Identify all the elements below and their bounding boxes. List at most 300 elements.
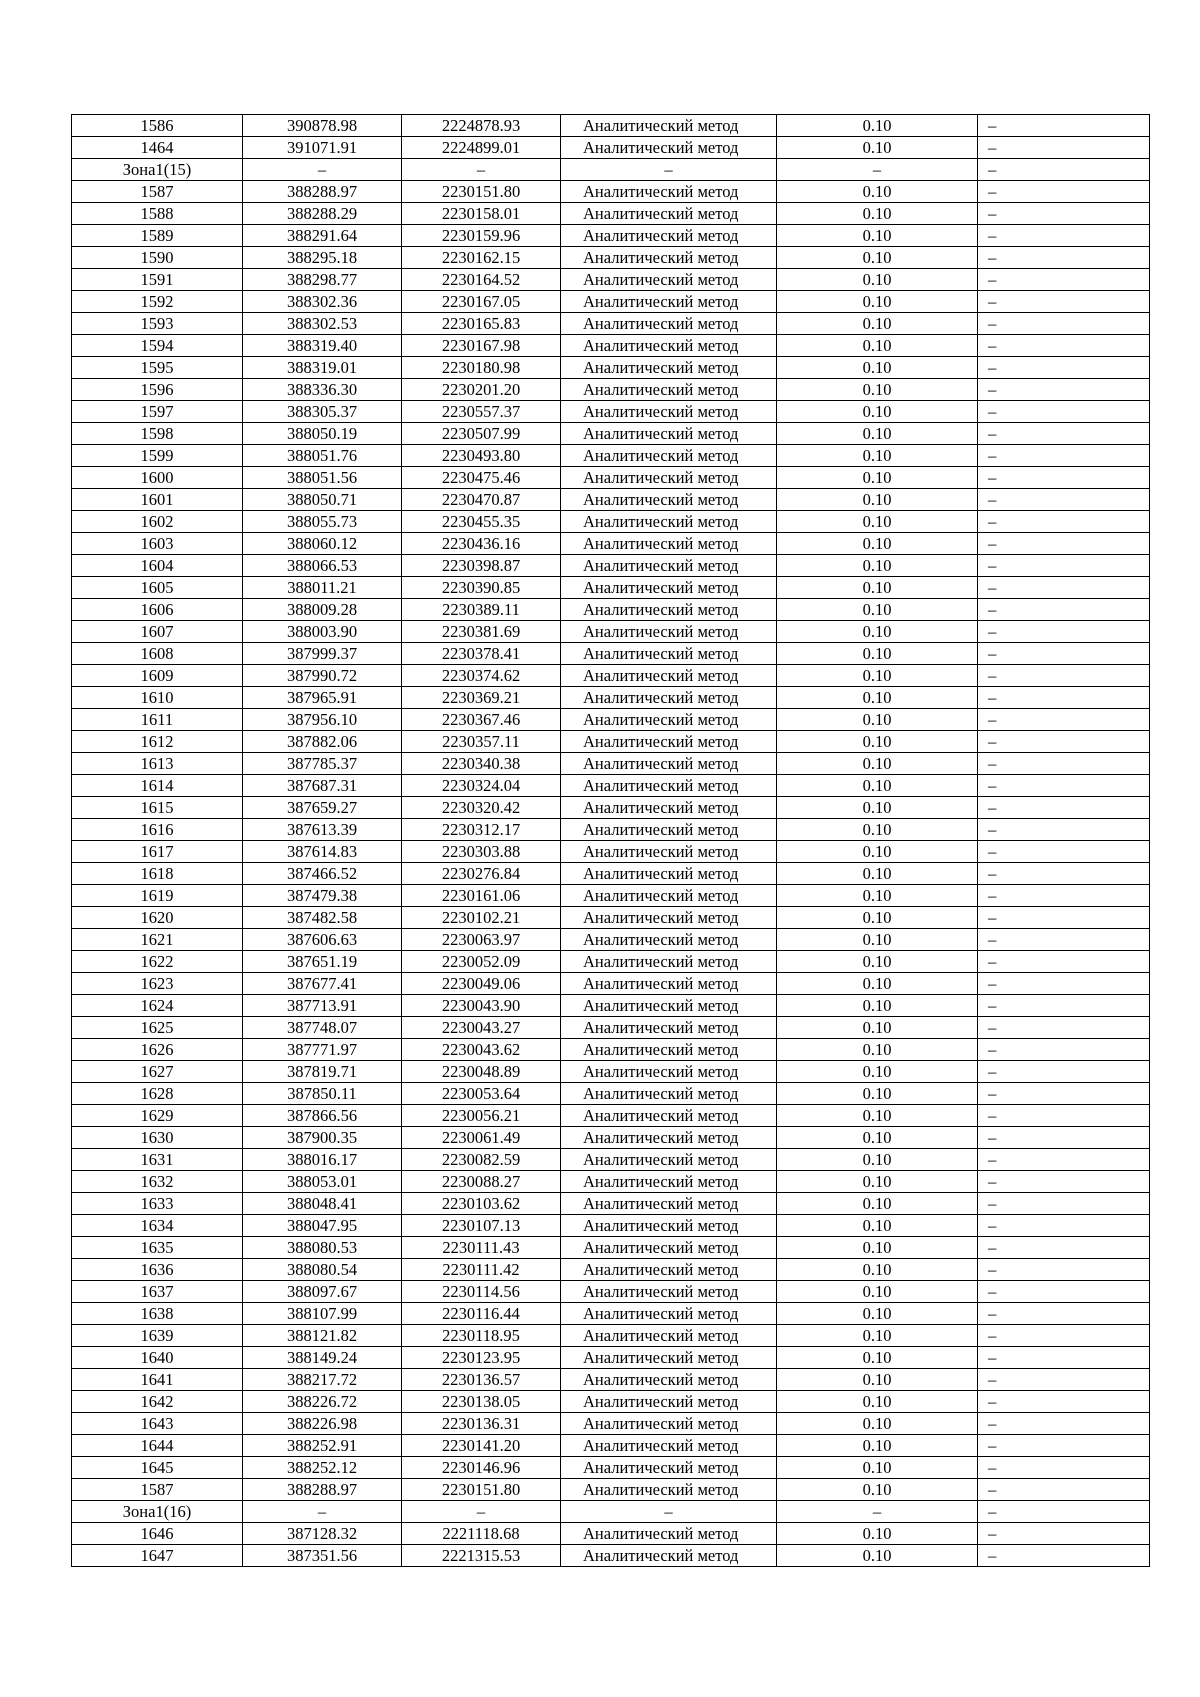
note-cell: – [978, 115, 1150, 137]
y-coordinate-cell: 2230107.13 [402, 1215, 561, 1237]
method-cell: Аналитический метод [561, 313, 777, 335]
y-coordinate-cell: 2230102.21 [402, 907, 561, 929]
y-coordinate-cell: – [402, 1501, 561, 1523]
table-row [72, 1325, 1150, 1347]
note-cell: – [978, 1501, 1150, 1523]
x-coordinate-cell: 388288.97 [243, 181, 402, 203]
y-coordinate-cell: 2230053.64 [402, 1083, 561, 1105]
y-coordinate-cell: 2224878.93 [402, 115, 561, 137]
table-row [72, 1523, 1150, 1545]
accuracy-cell: 0.10 [777, 379, 978, 401]
point-number-cell: 1592 [72, 291, 243, 313]
method-cell: Аналитический метод [561, 665, 777, 687]
accuracy-cell: 0.10 [777, 467, 978, 489]
table-row [72, 1281, 1150, 1303]
note-cell: – [978, 621, 1150, 643]
point-number-cell: 1622 [72, 951, 243, 973]
point-number-cell: 1619 [72, 885, 243, 907]
accuracy-cell: 0.10 [777, 1457, 978, 1479]
method-cell: Аналитический метод [561, 137, 777, 159]
method-cell: Аналитический метод [561, 797, 777, 819]
y-coordinate-cell: 2230389.11 [402, 599, 561, 621]
point-number-cell: 1464 [72, 137, 243, 159]
method-cell: Аналитический метод [561, 1457, 777, 1479]
accuracy-cell: 0.10 [777, 819, 978, 841]
accuracy-cell: 0.10 [777, 863, 978, 885]
table-row [72, 247, 1150, 269]
table-row [72, 995, 1150, 1017]
accuracy-cell: 0.10 [777, 1259, 978, 1281]
point-number-cell: 1621 [72, 929, 243, 951]
method-cell: Аналитический метод [561, 1391, 777, 1413]
table-row [72, 225, 1150, 247]
table-row [72, 1303, 1150, 1325]
table-row [72, 1479, 1150, 1501]
method-cell: Аналитический метод [561, 687, 777, 709]
y-coordinate-cell: 2230162.15 [402, 247, 561, 269]
method-cell: Аналитический метод [561, 1413, 777, 1435]
note-cell: – [978, 797, 1150, 819]
note-cell: – [978, 1435, 1150, 1457]
x-coordinate-cell: 388047.95 [243, 1215, 402, 1237]
method-cell: Аналитический метод [561, 1017, 777, 1039]
x-coordinate-cell: 388252.91 [243, 1435, 402, 1457]
point-number-cell: 1589 [72, 225, 243, 247]
point-number-cell: 1612 [72, 731, 243, 753]
accuracy-cell: 0.10 [777, 1061, 978, 1083]
table-row [72, 709, 1150, 731]
point-number-cell: 1611 [72, 709, 243, 731]
y-coordinate-cell: 2230111.43 [402, 1237, 561, 1259]
method-cell: Аналитический метод [561, 1259, 777, 1281]
accuracy-cell: 0.10 [777, 401, 978, 423]
y-coordinate-cell: 2230324.04 [402, 775, 561, 797]
y-coordinate-cell: 2230061.49 [402, 1127, 561, 1149]
point-number-cell: 1623 [72, 973, 243, 995]
x-coordinate-cell: 388050.19 [243, 423, 402, 445]
note-cell: – [978, 819, 1150, 841]
accuracy-cell: 0.10 [777, 313, 978, 335]
y-coordinate-cell: 2221315.53 [402, 1545, 561, 1567]
note-cell: – [978, 1303, 1150, 1325]
method-cell: Аналитический метод [561, 1325, 777, 1347]
note-cell: – [978, 1193, 1150, 1215]
table-row [72, 269, 1150, 291]
table-row [72, 1259, 1150, 1281]
y-coordinate-cell: 2230049.06 [402, 973, 561, 995]
table-row [72, 577, 1150, 599]
note-cell: – [978, 1083, 1150, 1105]
table-row [72, 973, 1150, 995]
accuracy-cell: 0.10 [777, 203, 978, 225]
x-coordinate-cell: 387748.07 [243, 1017, 402, 1039]
note-cell: – [978, 863, 1150, 885]
table-row [72, 489, 1150, 511]
note-cell: – [978, 1369, 1150, 1391]
accuracy-cell: 0.10 [777, 885, 978, 907]
accuracy-cell: 0.10 [777, 511, 978, 533]
accuracy-cell: 0.10 [777, 1127, 978, 1149]
x-coordinate-cell: 387965.91 [243, 687, 402, 709]
y-coordinate-cell: 2230180.98 [402, 357, 561, 379]
note-cell: – [978, 1391, 1150, 1413]
y-coordinate-cell: 2230357.11 [402, 731, 561, 753]
table-row [72, 841, 1150, 863]
note-cell: – [978, 467, 1150, 489]
note-cell: – [978, 995, 1150, 1017]
point-number-cell: 1635 [72, 1237, 243, 1259]
table-row [72, 467, 1150, 489]
point-number-cell: 1643 [72, 1413, 243, 1435]
table-row [72, 291, 1150, 313]
x-coordinate-cell: 388055.73 [243, 511, 402, 533]
accuracy-cell: 0.10 [777, 731, 978, 753]
method-cell: Аналитический метод [561, 1523, 777, 1545]
method-cell: Аналитический метод [561, 621, 777, 643]
method-cell: Аналитический метод [561, 775, 777, 797]
accuracy-cell: 0.10 [777, 643, 978, 665]
table-row [72, 1017, 1150, 1039]
x-coordinate-cell: 387956.10 [243, 709, 402, 731]
point-number-cell: 1634 [72, 1215, 243, 1237]
y-coordinate-cell: 2224899.01 [402, 137, 561, 159]
point-number-cell: 1615 [72, 797, 243, 819]
accuracy-cell: 0.10 [777, 841, 978, 863]
point-number-cell: 1593 [72, 313, 243, 335]
x-coordinate-cell: 388302.36 [243, 291, 402, 313]
point-number-cell: 1605 [72, 577, 243, 599]
note-cell: – [978, 1061, 1150, 1083]
accuracy-cell: 0.10 [777, 1413, 978, 1435]
y-coordinate-cell: 2230138.05 [402, 1391, 561, 1413]
y-coordinate-cell: 2230378.41 [402, 643, 561, 665]
method-cell: Аналитический метод [561, 1237, 777, 1259]
point-number-cell: 1645 [72, 1457, 243, 1479]
method-cell: Аналитический метод [561, 731, 777, 753]
method-cell: Аналитический метод [561, 753, 777, 775]
method-cell: Аналитический метод [561, 1083, 777, 1105]
point-number-cell: 1640 [72, 1347, 243, 1369]
accuracy-cell: 0.10 [777, 181, 978, 203]
point-number-cell: 1626 [72, 1039, 243, 1061]
note-cell: – [978, 555, 1150, 577]
point-number-cell: 1636 [72, 1259, 243, 1281]
x-coordinate-cell: 388291.64 [243, 225, 402, 247]
x-coordinate-cell: 387882.06 [243, 731, 402, 753]
y-coordinate-cell: 2230043.90 [402, 995, 561, 1017]
point-number-cell: 1601 [72, 489, 243, 511]
table-row [72, 1413, 1150, 1435]
zone-label-cell: Зона1(16) [72, 1501, 243, 1523]
method-cell: Аналитический метод [561, 1435, 777, 1457]
method-cell: Аналитический метод [561, 181, 777, 203]
accuracy-cell: 0.10 [777, 489, 978, 511]
method-cell: Аналитический метод [561, 819, 777, 841]
y-coordinate-cell: 2230056.21 [402, 1105, 561, 1127]
method-cell: Аналитический метод [561, 709, 777, 731]
point-number-cell: 1628 [72, 1083, 243, 1105]
x-coordinate-cell: 388053.01 [243, 1171, 402, 1193]
y-coordinate-cell: 2230159.96 [402, 225, 561, 247]
x-coordinate-cell: 387990.72 [243, 665, 402, 687]
point-number-cell: 1627 [72, 1061, 243, 1083]
x-coordinate-cell: 387687.31 [243, 775, 402, 797]
table-row [72, 1149, 1150, 1171]
y-coordinate-cell: 2230114.56 [402, 1281, 561, 1303]
point-number-cell: 1606 [72, 599, 243, 621]
y-coordinate-cell: 2230470.87 [402, 489, 561, 511]
x-coordinate-cell: 388003.90 [243, 621, 402, 643]
table-row [72, 1347, 1150, 1369]
accuracy-cell: 0.10 [777, 1083, 978, 1105]
accuracy-cell: 0.10 [777, 533, 978, 555]
method-cell: Аналитический метод [561, 1347, 777, 1369]
y-coordinate-cell: 2230043.27 [402, 1017, 561, 1039]
point-number-cell: 1591 [72, 269, 243, 291]
note-cell: – [978, 1039, 1150, 1061]
table-row [72, 1435, 1150, 1457]
table-row [72, 797, 1150, 819]
accuracy-cell: 0.10 [777, 423, 978, 445]
table-row [72, 907, 1150, 929]
x-coordinate-cell: 388050.71 [243, 489, 402, 511]
accuracy-cell: 0.10 [777, 1149, 978, 1171]
x-coordinate-cell: 387999.37 [243, 643, 402, 665]
note-cell: – [978, 533, 1150, 555]
point-number-cell: 1646 [72, 1523, 243, 1545]
accuracy-cell: – [777, 1501, 978, 1523]
method-cell: Аналитический метод [561, 115, 777, 137]
point-number-cell: 1604 [72, 555, 243, 577]
point-number-cell: 1637 [72, 1281, 243, 1303]
y-coordinate-cell: 2230367.46 [402, 709, 561, 731]
method-cell: Аналитический метод [561, 357, 777, 379]
accuracy-cell: 0.10 [777, 1479, 978, 1501]
x-coordinate-cell: 388121.82 [243, 1325, 402, 1347]
table-row [72, 335, 1150, 357]
point-number-cell: 1594 [72, 335, 243, 357]
y-coordinate-cell: 2230303.88 [402, 841, 561, 863]
accuracy-cell: 0.10 [777, 1171, 978, 1193]
method-cell: Аналитический метод [561, 1215, 777, 1237]
note-cell: – [978, 159, 1150, 181]
method-cell: Аналитический метод [561, 599, 777, 621]
accuracy-cell: 0.10 [777, 335, 978, 357]
y-coordinate-cell: 2230398.87 [402, 555, 561, 577]
x-coordinate-cell: 387677.41 [243, 973, 402, 995]
note-cell: – [978, 709, 1150, 731]
accuracy-cell: 0.10 [777, 555, 978, 577]
table-row [72, 665, 1150, 687]
point-number-cell: 1614 [72, 775, 243, 797]
note-cell: – [978, 885, 1150, 907]
note-cell: – [978, 841, 1150, 863]
note-cell: – [978, 1237, 1150, 1259]
method-cell: Аналитический метод [561, 203, 777, 225]
note-cell: – [978, 291, 1150, 313]
note-cell: – [978, 357, 1150, 379]
note-cell: – [978, 951, 1150, 973]
note-cell: – [978, 577, 1150, 599]
point-number-cell: 1641 [72, 1369, 243, 1391]
table-row [72, 775, 1150, 797]
y-coordinate-cell: 2230493.80 [402, 445, 561, 467]
x-coordinate-cell: 387614.83 [243, 841, 402, 863]
method-cell: Аналитический метод [561, 1479, 777, 1501]
x-coordinate-cell: 387866.56 [243, 1105, 402, 1127]
table-row [72, 1545, 1150, 1567]
point-number-cell: 1598 [72, 423, 243, 445]
table-row [72, 753, 1150, 775]
accuracy-cell: 0.10 [777, 621, 978, 643]
accuracy-cell: 0.10 [777, 599, 978, 621]
note-cell: – [978, 137, 1150, 159]
y-coordinate-cell: 2230111.42 [402, 1259, 561, 1281]
accuracy-cell: 0.10 [777, 775, 978, 797]
x-coordinate-cell: 387850.11 [243, 1083, 402, 1105]
x-coordinate-cell: 388011.21 [243, 577, 402, 599]
method-cell: Аналитический метод [561, 973, 777, 995]
accuracy-cell: 0.10 [777, 951, 978, 973]
point-number-cell: 1638 [72, 1303, 243, 1325]
note-cell: – [978, 687, 1150, 709]
method-cell: – [561, 159, 777, 181]
accuracy-cell: 0.10 [777, 577, 978, 599]
table-row [72, 863, 1150, 885]
note-cell: – [978, 599, 1150, 621]
point-number-cell: 1633 [72, 1193, 243, 1215]
x-coordinate-cell: 387482.58 [243, 907, 402, 929]
note-cell: – [978, 423, 1150, 445]
y-coordinate-cell: 2230390.85 [402, 577, 561, 599]
point-number-cell: 1625 [72, 1017, 243, 1039]
x-coordinate-cell: – [243, 159, 402, 181]
method-cell: Аналитический метод [561, 577, 777, 599]
x-coordinate-cell: 388302.53 [243, 313, 402, 335]
y-coordinate-cell: 2230116.44 [402, 1303, 561, 1325]
x-coordinate-cell: 388288.29 [243, 203, 402, 225]
point-number-cell: 1595 [72, 357, 243, 379]
x-coordinate-cell: 387651.19 [243, 951, 402, 973]
point-number-cell: 1610 [72, 687, 243, 709]
zone-header-row [72, 159, 1150, 181]
x-coordinate-cell: 388066.53 [243, 555, 402, 577]
zone-header-row [72, 1501, 1150, 1523]
x-coordinate-cell: 388252.12 [243, 1457, 402, 1479]
x-coordinate-cell: 387351.56 [243, 1545, 402, 1567]
note-cell: – [978, 1171, 1150, 1193]
table-row [72, 511, 1150, 533]
method-cell: Аналитический метод [561, 841, 777, 863]
x-coordinate-cell: 388107.99 [243, 1303, 402, 1325]
table-row [72, 423, 1150, 445]
y-coordinate-cell: 2230088.27 [402, 1171, 561, 1193]
accuracy-cell: 0.10 [777, 137, 978, 159]
table-row [72, 401, 1150, 423]
x-coordinate-cell: 387466.52 [243, 863, 402, 885]
y-coordinate-cell: 2230475.46 [402, 467, 561, 489]
y-coordinate-cell: 2230052.09 [402, 951, 561, 973]
x-coordinate-cell: 388016.17 [243, 1149, 402, 1171]
table-row [72, 1061, 1150, 1083]
accuracy-cell: 0.10 [777, 907, 978, 929]
table-row [72, 357, 1150, 379]
y-coordinate-cell: 2230369.21 [402, 687, 561, 709]
point-number-cell: 1639 [72, 1325, 243, 1347]
accuracy-cell: 0.10 [777, 995, 978, 1017]
point-number-cell: 1629 [72, 1105, 243, 1127]
accuracy-cell: 0.10 [777, 1391, 978, 1413]
note-cell: – [978, 1347, 1150, 1369]
y-coordinate-cell: 2221118.68 [402, 1523, 561, 1545]
coordinates-table-body [72, 115, 1150, 1567]
accuracy-cell: 0.10 [777, 709, 978, 731]
note-cell: – [978, 775, 1150, 797]
method-cell: Аналитический метод [561, 907, 777, 929]
x-coordinate-cell: 388298.77 [243, 269, 402, 291]
point-number-cell: 1600 [72, 467, 243, 489]
method-cell: Аналитический метод [561, 1545, 777, 1567]
x-coordinate-cell: 388319.40 [243, 335, 402, 357]
note-cell: – [978, 1457, 1150, 1479]
y-coordinate-cell: – [402, 159, 561, 181]
point-number-cell: 1599 [72, 445, 243, 467]
x-coordinate-cell: – [243, 1501, 402, 1523]
note-cell: – [978, 1281, 1150, 1303]
table-row [72, 731, 1150, 753]
y-coordinate-cell: 2230082.59 [402, 1149, 561, 1171]
y-coordinate-cell: 2230340.38 [402, 753, 561, 775]
note-cell: – [978, 1127, 1150, 1149]
y-coordinate-cell: 2230167.05 [402, 291, 561, 313]
x-coordinate-cell: 387713.91 [243, 995, 402, 1017]
y-coordinate-cell: 2230043.62 [402, 1039, 561, 1061]
point-number-cell: 1618 [72, 863, 243, 885]
table-row [72, 929, 1150, 951]
note-cell: – [978, 489, 1150, 511]
table-row [72, 1237, 1150, 1259]
x-coordinate-cell: 387659.27 [243, 797, 402, 819]
note-cell: – [978, 907, 1150, 929]
accuracy-cell: 0.10 [777, 1215, 978, 1237]
point-number-cell: 1608 [72, 643, 243, 665]
note-cell: – [978, 1017, 1150, 1039]
note-cell: – [978, 1215, 1150, 1237]
x-coordinate-cell: 388336.30 [243, 379, 402, 401]
y-coordinate-cell: 2230165.83 [402, 313, 561, 335]
table-row [72, 687, 1150, 709]
x-coordinate-cell: 387613.39 [243, 819, 402, 841]
table-row [72, 599, 1150, 621]
accuracy-cell: 0.10 [777, 973, 978, 995]
point-number-cell: 1644 [72, 1435, 243, 1457]
y-coordinate-cell: 2230312.17 [402, 819, 561, 841]
method-cell: Аналитический метод [561, 423, 777, 445]
point-number-cell: 1597 [72, 401, 243, 423]
method-cell: Аналитический метод [561, 1303, 777, 1325]
x-coordinate-cell: 387785.37 [243, 753, 402, 775]
accuracy-cell: – [777, 159, 978, 181]
note-cell: – [978, 665, 1150, 687]
y-coordinate-cell: 2230118.95 [402, 1325, 561, 1347]
x-coordinate-cell: 388048.41 [243, 1193, 402, 1215]
accuracy-cell: 0.10 [777, 1193, 978, 1215]
x-coordinate-cell: 388226.72 [243, 1391, 402, 1413]
method-cell: Аналитический метод [561, 1369, 777, 1391]
x-coordinate-cell: 387479.38 [243, 885, 402, 907]
table-row [72, 1171, 1150, 1193]
x-coordinate-cell: 388305.37 [243, 401, 402, 423]
